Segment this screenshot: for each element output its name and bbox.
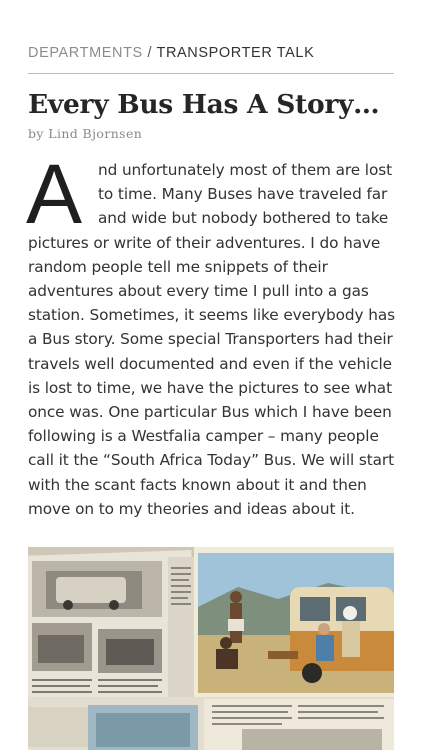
newspaper-clipping-left [28, 550, 197, 706]
body-line: call it the “South Africa Today” Bus. We will start [28, 451, 395, 470]
magazine-page-bottom [28, 697, 394, 750]
body-line: to time. Many Buses have traveled far [98, 185, 388, 204]
body-line: nd unfortunately most of them are lost [98, 161, 392, 179]
article-byline: by Lind Bjornsen [28, 126, 143, 141]
body-line: station. Sometimes, it seems like everybody has [28, 306, 395, 325]
article-title: Every Bus Has A Story… [28, 89, 380, 120]
header-divider [28, 73, 394, 74]
article-body [26, 147, 395, 521]
body-line: move on to my theories and ideas about it. [28, 499, 355, 518]
breadcrumb-department-link[interactable]: DEPARTMENTS [28, 45, 143, 61]
body-line: pictures or write of their adventures. I do have [28, 233, 381, 252]
body-line: is lost to time, we have the pictures to see what [28, 378, 392, 397]
color-photo-westfalia-bus [194, 547, 394, 697]
hero-image[interactable] [28, 547, 394, 750]
body-line: and wide but nobody bothered to take [98, 209, 389, 228]
breadcrumb-section-link[interactable]: TRANSPORTER TALK [156, 45, 315, 61]
breadcrumb-separator: / [147, 45, 153, 61]
breadcrumb [28, 44, 394, 62]
drop-cap-paragraph [26, 147, 394, 241]
body-line: following is a Westfalia camper – many people [28, 427, 379, 446]
hero-collage [28, 547, 394, 750]
body-line: with the scant facts known about it and then [28, 475, 367, 494]
article [28, 0, 394, 521]
body-line: random people tell me snippets of their [28, 257, 328, 276]
body-line: a Bus story. Some special Transporters had their [28, 330, 393, 349]
drop-cap: A [26, 147, 82, 241]
body-line: adventures about every time I pull into a gas [28, 282, 369, 301]
body-line: travels well documented and even if the vehicle [28, 354, 392, 373]
body-line: once was. One particular Bus which I have been [28, 403, 392, 422]
